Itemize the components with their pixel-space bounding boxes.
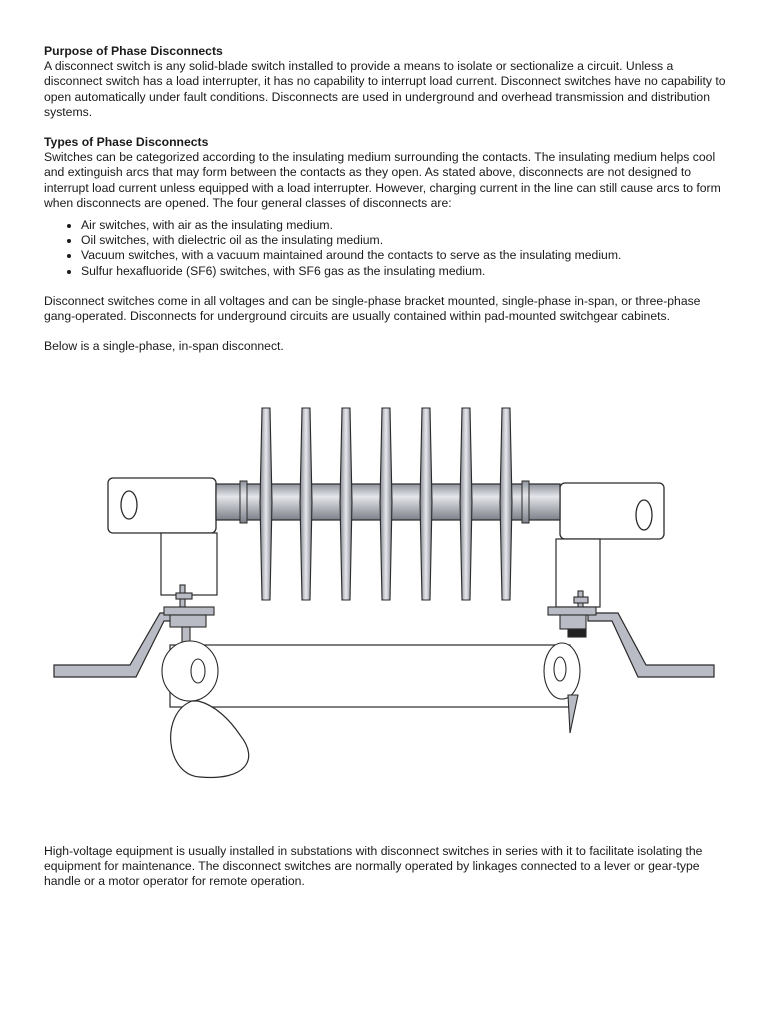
- left-support-block: [161, 533, 217, 595]
- right-collar: [522, 481, 529, 523]
- in-span-disconnect-drawing: [40, 395, 730, 795]
- left-eye-hole: [121, 491, 137, 519]
- types-paragraph: Switches can be categorized according to the insulating medium surrounding the contacts. The insulating medium helps cool and extinguish arcs that may form between the contacts as they open. As stated above, disconnects are not designed to interrupt load current unless equipped with a load interrupter. However, charging current in the line can still cause arcs to form when disconnects are opened. The four general classes of disconnects are:: [44, 150, 721, 210]
- list-item: • Vacuum switches, with a vacuum maintained around the contacts to serve as the insulating medium.: [81, 248, 734, 263]
- disconnect-illustration: [40, 395, 730, 795]
- closing-section: [44, 844, 734, 890]
- right-mounting-bracket: [588, 613, 714, 677]
- voltages-paragraph: Disconnect switches come in all voltages and can be single-phase bracket mounted, single-phase in-span, or three-phase gang-operated. Disconnects for underground circuits are usually contained within pad-mounted switchgear cabinets.: [44, 293, 701, 324]
- hook-ring: [171, 701, 249, 777]
- left-hinge-assembly: [162, 585, 218, 701]
- document-body: [44, 44, 734, 354]
- list-item: • Air switches, with air as the insulating medium.: [81, 218, 734, 233]
- list-item: • Oil switches, with dielectric oil as the insulating medium.: [81, 233, 734, 248]
- types-heading: Types of Phase Disconnects: [44, 135, 209, 150]
- disconnect-types-list: [44, 218, 734, 279]
- switch-blade: [170, 645, 570, 707]
- list-item: • Sulfur hexafluoride (SF6) switches, with SF6 gas as the insulating medium.: [81, 264, 734, 279]
- left-collar: [240, 481, 247, 523]
- purpose-paragraph: A disconnect switch is any solid-blade switch installed to provide a means to isolate or sectionalize a circuit. Unless a disconnect switch has a load interrupter, it has no capability to interrupt load current. Disconnect switches have no capability to open automatically under fault conditions. Disconnects are used in underground and overhead transmission and distribution systems.: [44, 59, 726, 119]
- figure-intro-paragraph: Below is a single-phase, in-span disconnect.: [44, 339, 284, 354]
- closing-paragraph: High-voltage equipment is usually installed in substations with disconnect switches in series with it to facilitate isolating the equipment for maintenance. The disconnect switches are normally operated by linkages connected to a lever or gear-type handle or a motor operator for remote operation.: [44, 844, 703, 889]
- right-contact-assembly: [544, 591, 596, 733]
- right-eye-hole: [636, 500, 652, 530]
- purpose-heading: Purpose of Phase Disconnects: [44, 44, 223, 58]
